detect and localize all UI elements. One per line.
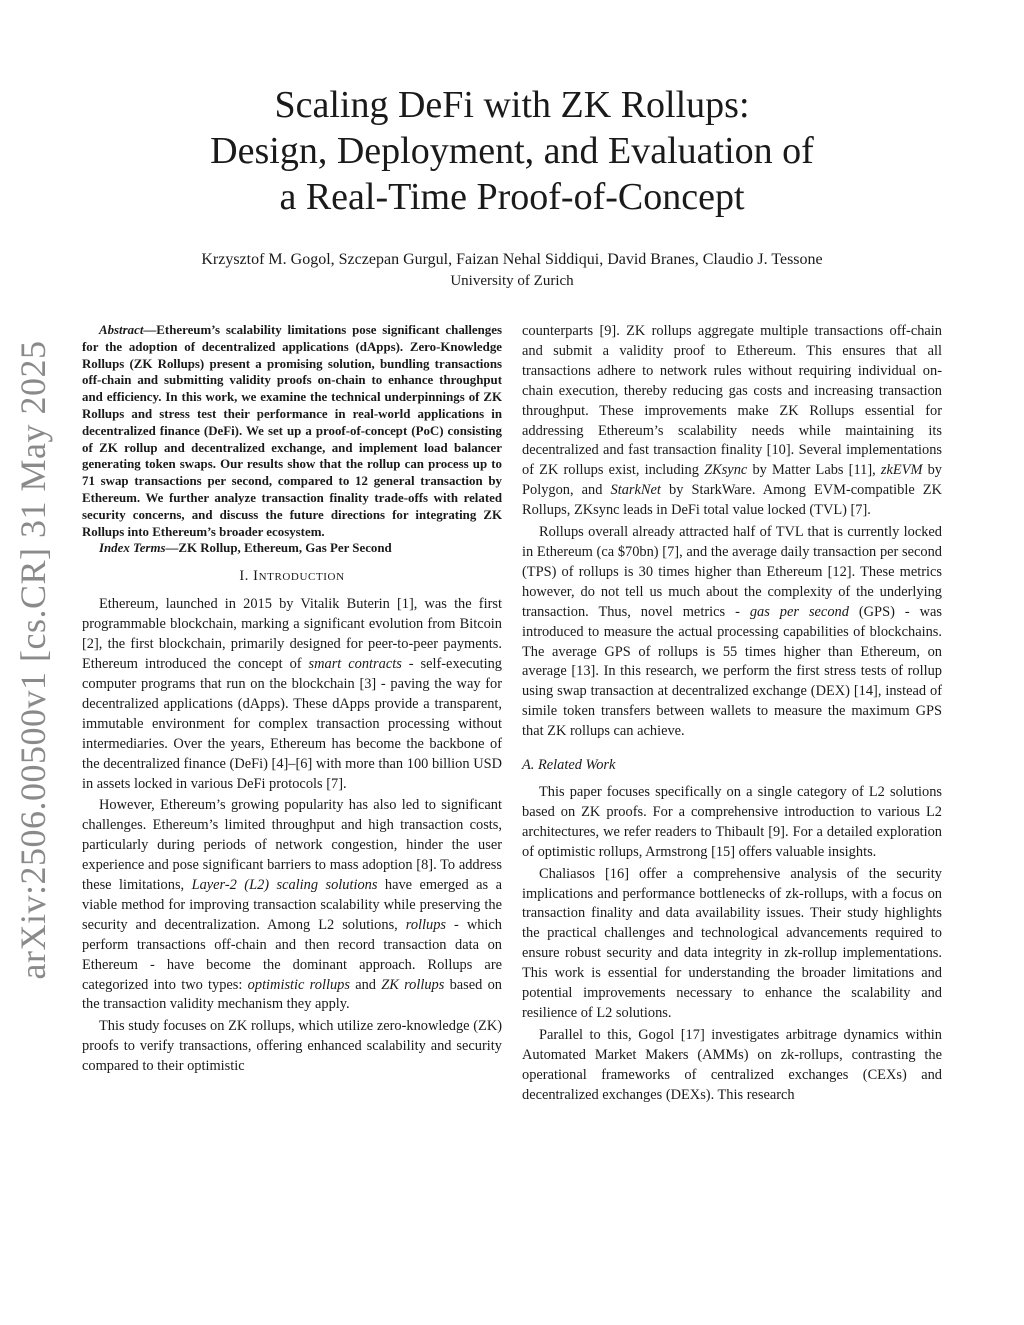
index-terms-label: Index Terms — [99, 541, 166, 556]
author-list: Krzysztof M. Gogol, Szczepan Gurgul, Faizan Nehal Siddiqui, David Branes, Claudio J. Tessone — [201, 251, 823, 268]
section-title-rest: NTRODUCTION — [258, 571, 345, 584]
section-number: I. — [239, 568, 249, 585]
intro-paragraph-1: Ethereum, launched in 2015 by Vitalik Buterin [1], was the first programmable blockchain, marking a significant evolution from Bitcoin [2], the first blockchain, primarily designed for peer-to-peer payments. Ethereum introduced the concept of smart contracts - self-executing computer programs that run on the blockchain [3] - paving the way for decentralized applications (dApps). These dApps provide a transparent, immutable environment for complex transaction processing without intermediaries. Over the years, Ethereum has become the backbone of the decentralized finance (DeFi) [4]–[6] with more than 100 billion USD in assets locked in various DeFi protocols [7]. — [82, 596, 502, 792]
section-title-initial: I — [253, 568, 259, 585]
affiliation: University of Zurich — [450, 273, 574, 289]
title-line-2: Design, Deployment, and Evaluation of — [210, 130, 814, 172]
related-paragraph-2: Chaliasos [16] offer a comprehensive analysis of the security implications and performance bottlenecks of zk-rollups, with a focus on transaction finality and data availability issues. Their study highlights the practical challenges and technological advancements required to ensure robust security and data integrity in zk-rollup implementations. This work is essential for understanding the broader limitations and potential improvements necessary to enhance the scalability and resilience of L2 solutions. — [522, 865, 942, 1021]
title-line-1: Scaling DeFi with ZK Rollups: — [274, 84, 750, 126]
intro-paragraph-4: Rollups overall already attracted half of TVL that is currently locked in Ethereum (ca $70bn) [7], and the average daily transaction per second (TPS) of rollups is 30 times higher than Ethereum [12]. These metrics however, do not tell us much about the complexity of the underlying transaction. Thus, novel metrics - gas per second (GPS) - was introduced to measure the actual processing capabilities of blockchains. The average GPS of rollups is 55 times higher than Ethereum, on average [13]. In this research, we perform the first stress tests of rollup using swap transaction at decentralized exchange (DEX) [14], instead of simile token transfers between wallets to measure the maximum GPS that ZK rollups can achieve. — [522, 524, 942, 740]
left-column — [82, 322, 502, 1077]
arxiv-identifier: arXiv:2506.00500v1 [cs.CR] 31 May 2025 — [13, 340, 53, 980]
index-terms: Index Terms—ZK Rollup, Ethereum, Gas Per Second — [99, 541, 392, 556]
abstract-label: Abstract — [99, 323, 144, 337]
related-paragraph-1: This paper focuses specifically on a single category of L2 solutions based on ZK proofs. For a comprehensive introduction to various L2 architectures, we refer readers to Thibault [9]. For a detailed exploration of optimistic rollups, Armstrong [15] offers valuable insights. — [522, 784, 942, 860]
right-column — [522, 322, 942, 1106]
index-terms-text: ZK Rollup, Ethereum, Gas Per Second — [178, 541, 392, 556]
title-line-3: a Real-Time Proof-of-Concept — [279, 176, 745, 218]
abstract-text: Ethereum’s scalability limitations pose significant challenges for the adoption of decentralized applications (dApps). Zero-Knowledge Rollups (ZK Rollups) present a promising solution, bundling transactions off-chain and submitting validity proofs on-chain to enhance throughput and efficiency. In this work, we examine the technical underpinnings of ZK Rollups and stress test their performance in real-world applications in decentralized finance (DeFi). We set up a proof-of-concept (PoC) consisting of ZK rollup and decentralized exchange, and implement load balancer generating token swaps. Our results show that the rollup can process up to 71 swap transactions per second, compared to 12 general transaction by Ethereum. We further analyze transaction finality trade-offs with related security concerns, and discuss the future directions for integrating ZK Rollups into Ethereum’s broader ecosystem. — [82, 323, 502, 539]
section-heading-introduction — [82, 566, 502, 587]
intro-paragraph-3: This study focuses on ZK rollups, which utilize zero-knowledge (ZK) proofs to verify transactions, offering enhanced scalability and security compared to their optimistic — [82, 1018, 502, 1075]
abstract: Abstract—Ethereum’s scalability limitations pose significant challenges for the adoption of decentralized applications (dApps). Zero-Knowledge Rollups (ZK Rollups) present a promising solution, bundling transactions off-chain and submitting validity proofs on-chain to enhance throughput and efficiency. In this work, we examine the technical underpinnings of ZK Rollups and stress test their performance in real-world applications in decentralized finance (DeFi). We set up a proof-of-concept (PoC) consisting of ZK rollup and decentralized exchange, and implement load balancer generating token swaps. Our results show that the rollup can process up to 71 swap transactions per second, compared to 12 general transaction by Ethereum. We further analyze transaction finality trade-offs with related security concerns, and discuss the future directions for integrating ZK Rollups into Ethereum’s broader ecosystem. — [82, 323, 502, 539]
subsection-heading-related-work: A. Related Work — [522, 757, 616, 774]
intro-paragraph-2: However, Ethereum’s growing popularity has also led to significant challenges. Ethereum’s limited throughput and high transaction costs, particularly during periods of network congestion, hinder the user experience and pose significant barriers to mass adoption [8]. To address these limitations, Layer-2 (L2) scaling solutions have emerged as a viable method for improving transaction scalability while preserving the security and decentralization. Among L2 solutions, rollups - which perform transactions off-chain and then record transaction data on Ethereum - have become the dominant approach. Rollups are categorized into two types: optimistic rollups and ZK rollups based on the transaction validity mechanism they apply. — [82, 797, 502, 1013]
related-paragraph-3: Parallel to this, Gogol [17] investigates arbitrage dynamics within Automated Market Makers (AMMs) on zk-rollups, contrasting the operational frameworks of centralized exchanges (CEXs) and decentralized exchanges (DEXs). This research — [522, 1026, 942, 1103]
intro-paragraph-3-continued: counterparts [9]. ZK rollups aggregate multiple transactions off-chain and submit a validity proof to Ethereum. This ensures that all transactions adhere to network rules without requiring individual on-chain execution, thereby reducing gas costs and increasing transaction throughput. These improvements make ZK Rollups essential for addressing Ethereum’s scalability needs while maintaining its decentralized and fast transaction finality [10]. Several implementations of ZK rollups exist, including ZKsync by Matter Labs [11], zkEVM by Polygon, and StarkNet by StarkWare. Among EVM-compatible ZK Rollups, ZKsync leads in DeFi total value locked (TVL) [7]. — [522, 323, 942, 519]
paper-title — [120, 82, 904, 220]
